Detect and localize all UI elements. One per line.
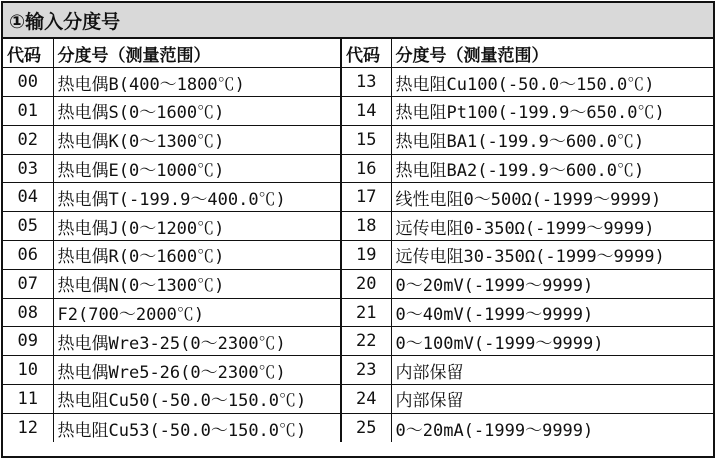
code-cell-right: 21: [341, 298, 391, 327]
table-row: [3, 413, 713, 442]
range-cell-right: 热电阻BA1(-199.9～600.0℃): [391, 125, 713, 154]
header-code-left: 代码: [3, 39, 53, 68]
range-cell-left: 热电阻Cu50(-50.0～150.0℃): [53, 385, 341, 414]
input-spec-table-frame: [1, 1, 715, 458]
code-cell-right: 14: [341, 97, 391, 126]
code-cell-left: 02: [3, 125, 53, 154]
range-cell-right: 0～100mV(-1999～9999): [391, 327, 713, 356]
code-cell-left: 05: [3, 212, 53, 241]
range-cell-left: 热电偶R(0～1600℃): [53, 241, 341, 270]
table-row: [3, 327, 713, 356]
code-cell-right: 17: [341, 183, 391, 212]
header-code-right: 代码: [341, 39, 391, 68]
range-cell-left: F2(700～2000℃): [53, 298, 341, 327]
code-cell-left: 00: [3, 68, 53, 97]
range-cell-left: 热电偶Wre3-25(0～2300℃): [53, 327, 341, 356]
range-cell-left: 热电阻Cu53(-50.0～150.0℃): [53, 413, 341, 442]
code-cell-left: 04: [3, 183, 53, 212]
code-cell-right: 24: [341, 385, 391, 414]
range-cell-right: 热电阻Cu100(-50.0～150.0℃): [391, 68, 713, 97]
code-cell-right: 19: [341, 241, 391, 270]
header-row: [3, 39, 713, 68]
code-cell-right: 22: [341, 327, 391, 356]
table-row: [3, 385, 713, 414]
table-row: [3, 269, 713, 298]
table-row: [3, 241, 713, 270]
table-row: [3, 154, 713, 183]
code-cell-left: 07: [3, 269, 53, 298]
code-cell-left: 12: [3, 413, 53, 442]
code-cell-left: 11: [3, 385, 53, 414]
range-cell-right: 热电阻BA2(-199.9～600.0℃): [391, 154, 713, 183]
table-row: [3, 125, 713, 154]
range-cell-right: 0～40mV(-1999～9999): [391, 298, 713, 327]
range-cell-left: 热电偶T(-199.9～400.0℃): [53, 183, 341, 212]
range-cell-right: 0～20mA(-1999～9999): [391, 413, 713, 442]
code-cell-right: 18: [341, 212, 391, 241]
input-spec-table: [3, 39, 713, 442]
range-cell-right: 内部保留: [391, 356, 713, 385]
range-cell-left: 热电偶E(0～1000℃): [53, 154, 341, 183]
table-row: [3, 97, 713, 126]
range-cell-right: 热电阻Pt100(-199.9～650.0℃): [391, 97, 713, 126]
code-cell-right: 16: [341, 154, 391, 183]
code-cell-left: 03: [3, 154, 53, 183]
code-cell-left: 01: [3, 97, 53, 126]
range-cell-right: 内部保留: [391, 385, 713, 414]
range-cell-left: 热电偶S(0～1600℃): [53, 97, 341, 126]
range-cell-right: 线性电阻0～500Ω(-1999～9999): [391, 183, 713, 212]
code-cell-right: 20: [341, 269, 391, 298]
range-cell-left: 热电偶K(0～1300℃): [53, 125, 341, 154]
code-cell-right: 13: [341, 68, 391, 97]
table-title: ①输入分度号: [3, 3, 713, 39]
code-cell-right: 15: [341, 125, 391, 154]
range-cell-left: 热电偶Wre5-26(0～2300℃): [53, 356, 341, 385]
range-cell-right: 0～20mV(-1999～9999): [391, 269, 713, 298]
range-cell-left: 热电偶N(0～1300℃): [53, 269, 341, 298]
table-row: [3, 212, 713, 241]
code-cell-left: 06: [3, 241, 53, 270]
table-row: [3, 183, 713, 212]
range-cell-right: 远传电阻30-350Ω(-1999～9999): [391, 241, 713, 270]
code-cell-right: 23: [341, 356, 391, 385]
header-range-left: 分度号（测量范围）: [53, 39, 341, 68]
table-row: [3, 68, 713, 97]
range-cell-left: 热电偶J(0～1200℃): [53, 212, 341, 241]
range-cell-right: 远传电阻0-350Ω(-1999～9999): [391, 212, 713, 241]
code-cell-left: 09: [3, 327, 53, 356]
code-cell-left: 08: [3, 298, 53, 327]
range-cell-left: 热电偶B(400～1800℃): [53, 68, 341, 97]
code-cell-left: 10: [3, 356, 53, 385]
table-row: [3, 298, 713, 327]
table-row: [3, 356, 713, 385]
code-cell-right: 25: [341, 413, 391, 442]
header-range-right: 分度号（测量范围）: [391, 39, 713, 68]
